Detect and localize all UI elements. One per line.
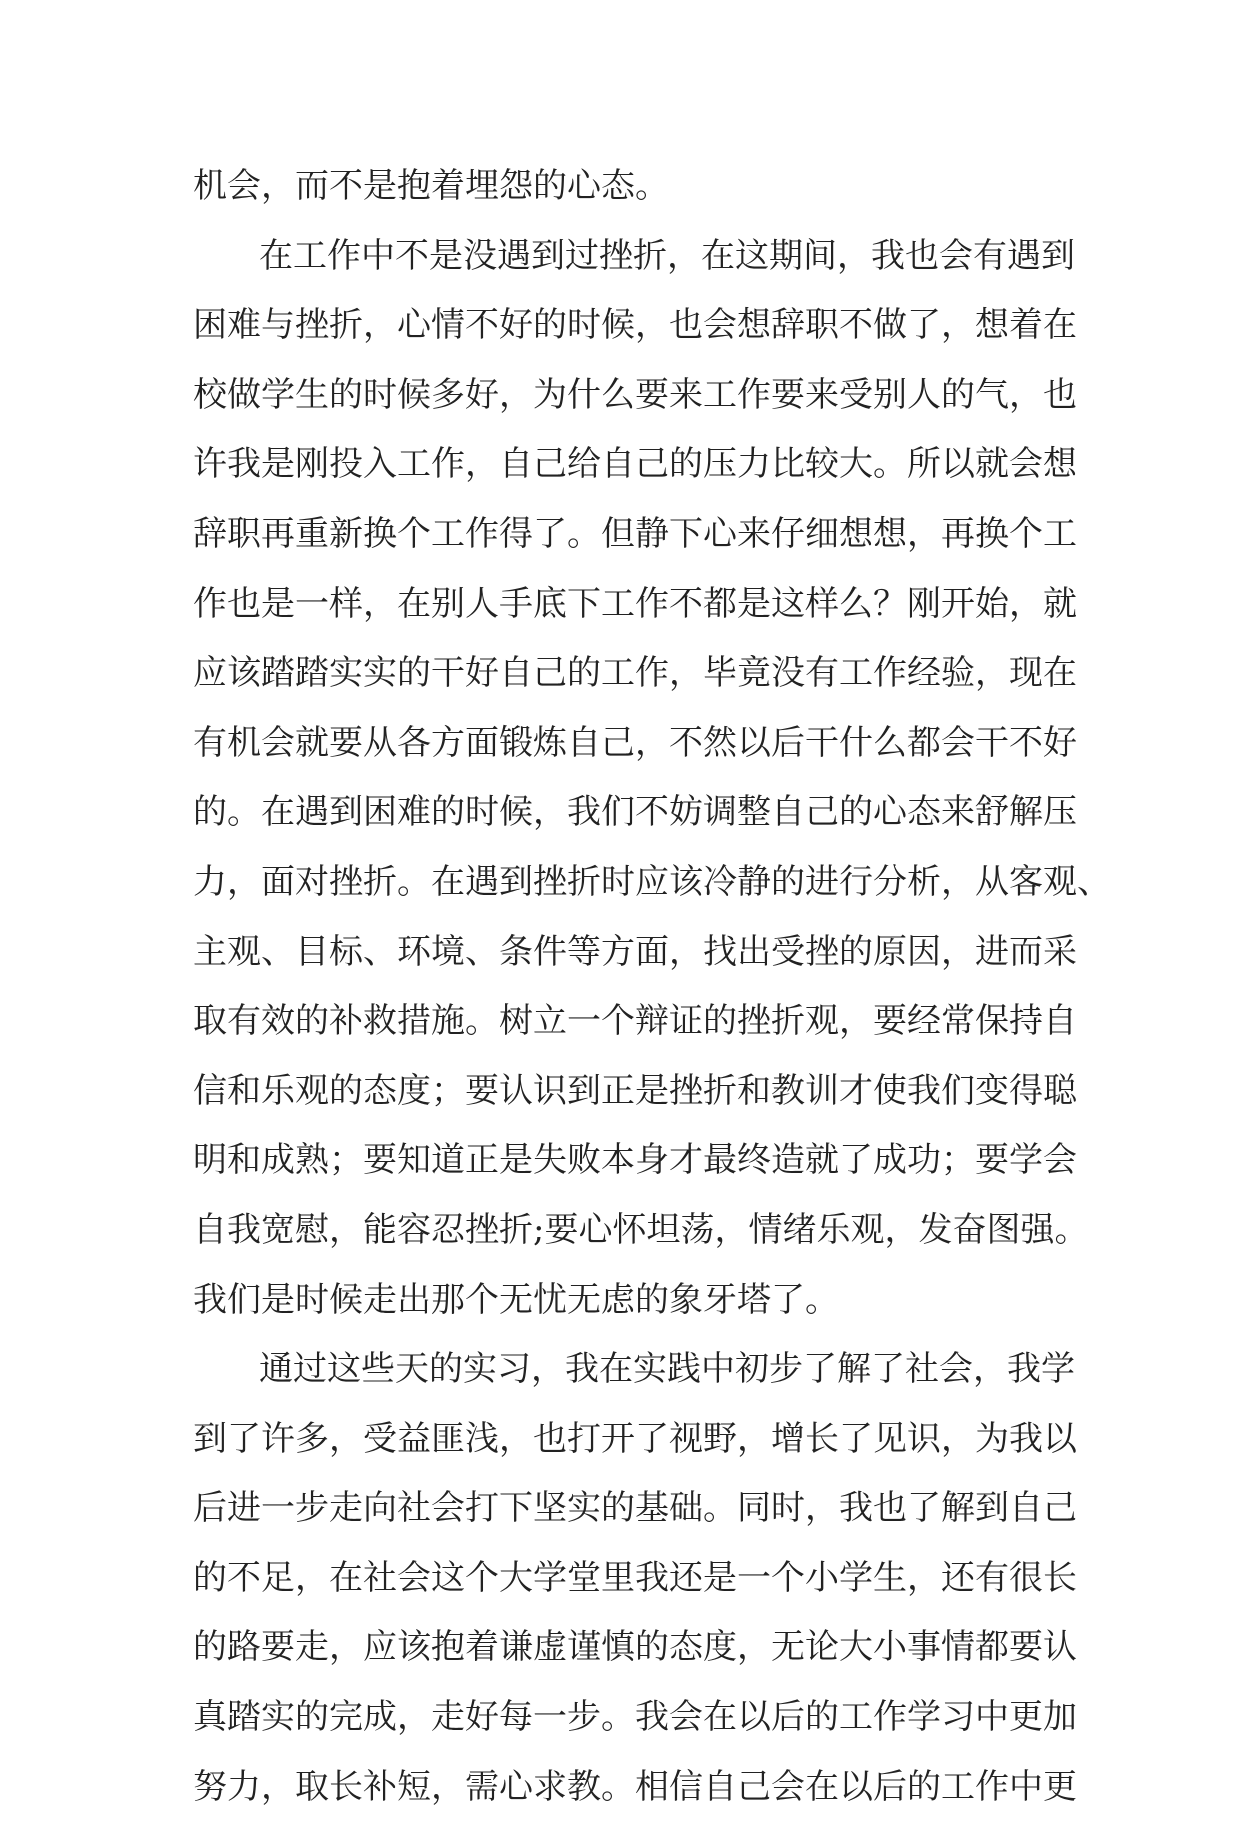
text-line: 努力，取长补短，需心求教。相信自己会在以后的工作中更 xyxy=(193,1766,1077,1807)
text-line: 机会，而不是抱着埋怨的心态。 xyxy=(193,166,669,206)
text-line: 校做学生的时候多好，为什么要来工作要来受别人的气，也 xyxy=(193,374,1077,415)
text-line: 我们是时候走出那个无忧无虑的象牙塔了。 xyxy=(193,1279,839,1320)
text-line: 真踏实的完成，走好每一步。我会在以后的工作学习中更加 xyxy=(193,1697,1077,1738)
text-line: 的路要走，应该抱着谦虚谨慎的态度，无论大小事情都要认 xyxy=(193,1627,1077,1668)
body-text xyxy=(193,152,1111,1822)
text-line: 的。在遇到困难的时候，我们不妨调整自己的心态来舒解压 xyxy=(193,792,1077,833)
paragraph-first-line: 通过这些天的实习，我在实践中初步了解了社会，我学 xyxy=(259,1349,1075,1390)
text-line: 有机会就要从各方面锻炼自己，不然以后干什么都会干不好 xyxy=(193,722,1077,763)
text-line: 辞职再重新换个工作得了。但静下心来仔细想想，再换个工 xyxy=(193,513,1077,554)
text-line: 到了许多，受益匪浅，也打开了视野，增长了见识，为我以 xyxy=(193,1418,1077,1459)
text-line: 作也是一样，在别人手底下工作不都是这样么？刚开始，就 xyxy=(193,583,1077,624)
text-line: 自我宽慰，能容忍挫折;要心怀坦荡，情绪乐观，发奋图强。 xyxy=(193,1209,1089,1250)
text-line: 信和乐观的态度；要认识到正是挫折和教训才使我们变得聪 xyxy=(193,1070,1077,1111)
text-line: 取有效的补救措施。树立一个辩证的挫折观，要经常保持自 xyxy=(193,1001,1077,1042)
text-line: 应该踏踏实实的干好自己的工作，毕竟没有工作经验，现在 xyxy=(193,653,1077,694)
text-line: 力，面对挫折。在遇到挫折时应该冷静的进行分析，从客观、 xyxy=(193,861,1111,902)
text-line: 后进一步走向社会打下坚实的基础。同时，我也了解到自己 xyxy=(193,1488,1077,1529)
text-line: 困难与挫折，心情不好的时候，也会想辞职不做了，想着在 xyxy=(193,305,1077,346)
text-line: 明和成熟；要知道正是失败本身才最终造就了成功；要学会 xyxy=(193,1140,1077,1181)
text-line: 许我是刚投入工作，自己给自己的压力比较大。所以就会想 xyxy=(193,444,1077,485)
text-line: 主观、目标、环境、条件等方面，找出受挫的原因，进而采 xyxy=(193,931,1077,972)
text-line: 的不足，在社会这个大学堂里我还是一个小学生，还有很长 xyxy=(193,1557,1077,1598)
paragraph-first-line: 在工作中不是没遇到过挫折，在这期间，我也会有遇到 xyxy=(259,235,1075,276)
